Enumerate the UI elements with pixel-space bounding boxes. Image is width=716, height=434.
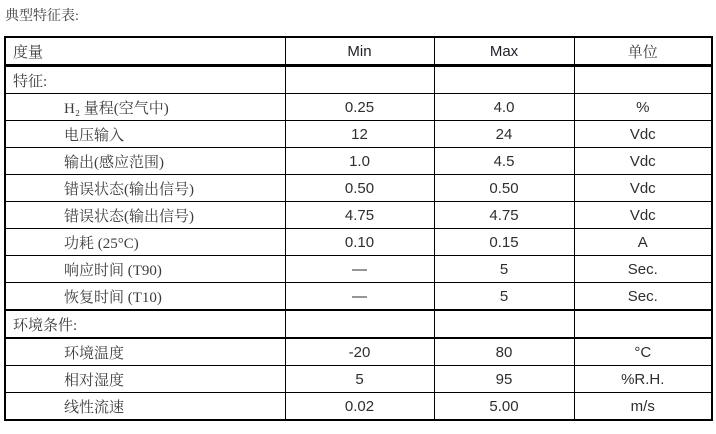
metric-cell: 功耗 (25°C)	[5, 229, 285, 256]
max-cell: 4.5	[434, 148, 574, 175]
table-row-h2-range	[5, 94, 712, 121]
min-cell: —	[285, 256, 434, 283]
unit-cell: m/s	[574, 393, 712, 421]
header-min: Min	[285, 37, 434, 66]
table-row-relative-humidity	[5, 366, 712, 393]
table-row-ambient-temperature	[5, 338, 712, 366]
header-metric: 度量	[5, 37, 285, 66]
characteristics-table	[4, 36, 713, 421]
unit-cell	[574, 310, 712, 338]
page-title: 典型特征表:	[5, 9, 79, 24]
min-cell: 0.25	[285, 94, 434, 121]
table-row-section-features	[5, 66, 712, 94]
max-cell: 4.75	[434, 202, 574, 229]
min-cell: 4.75	[285, 202, 434, 229]
table-row-output-range	[5, 148, 712, 175]
max-cell: 24	[434, 121, 574, 148]
min-cell	[285, 310, 434, 338]
max-cell: 95	[434, 366, 574, 393]
max-cell: 0.50	[434, 175, 574, 202]
metric-cell: 环境温度	[5, 338, 285, 366]
max-cell: 5	[434, 256, 574, 283]
unit-cell: A	[574, 229, 712, 256]
min-cell: -20	[285, 338, 434, 366]
min-cell: 1.0	[285, 148, 434, 175]
metric-cell: 环境条件:	[5, 310, 285, 338]
table-row-response-time	[5, 256, 712, 283]
metric-cell: 错误状态(输出信号)	[5, 175, 285, 202]
unit-cell: °C	[574, 338, 712, 366]
unit-cell: Vdc	[574, 202, 712, 229]
unit-cell	[574, 66, 712, 94]
table-row-recovery-time	[5, 283, 712, 311]
max-cell: 5.00	[434, 393, 574, 421]
metric-cell: 特征:	[5, 66, 285, 94]
min-cell: —	[285, 283, 434, 311]
min-cell: 0.02	[285, 393, 434, 421]
max-cell: 0.15	[434, 229, 574, 256]
table-row-section-environment	[5, 310, 712, 338]
unit-cell: Vdc	[574, 121, 712, 148]
unit-cell: Sec.	[574, 283, 712, 311]
table-header-row	[5, 37, 712, 66]
min-cell: 12	[285, 121, 434, 148]
max-cell	[434, 310, 574, 338]
max-cell: 80	[434, 338, 574, 366]
unit-cell: %R.H.	[574, 366, 712, 393]
unit-cell: Sec.	[574, 256, 712, 283]
metric-cell: 恢复时间 (T10)	[5, 283, 285, 311]
min-cell: 0.50	[285, 175, 434, 202]
min-cell: 5	[285, 366, 434, 393]
metric-cell: 电压输入	[5, 121, 285, 148]
max-cell: 4.0	[434, 94, 574, 121]
table-row-linear-flow-rate	[5, 393, 712, 421]
table-row-error-state-low	[5, 175, 712, 202]
min-cell: 0.10	[285, 229, 434, 256]
metric-cell: 线性流速	[5, 393, 285, 421]
table-row-voltage-input	[5, 121, 712, 148]
max-cell: 5	[434, 283, 574, 311]
unit-cell: Vdc	[574, 175, 712, 202]
table-row-error-state-high	[5, 202, 712, 229]
metric-cell: H₂ 量程(空气中)	[5, 94, 285, 121]
min-cell	[285, 66, 434, 94]
unit-cell: %	[574, 94, 712, 121]
header-unit: 单位	[574, 37, 712, 66]
header-max: Max	[434, 37, 574, 66]
metric-cell: 错误状态(输出信号)	[5, 202, 285, 229]
metric-cell: 相对湿度	[5, 366, 285, 393]
max-cell	[434, 66, 574, 94]
table-row-power-consumption	[5, 229, 712, 256]
metric-cell: 响应时间 (T90)	[5, 256, 285, 283]
metric-cell: 输出(感应范围)	[5, 148, 285, 175]
unit-cell: Vdc	[574, 148, 712, 175]
